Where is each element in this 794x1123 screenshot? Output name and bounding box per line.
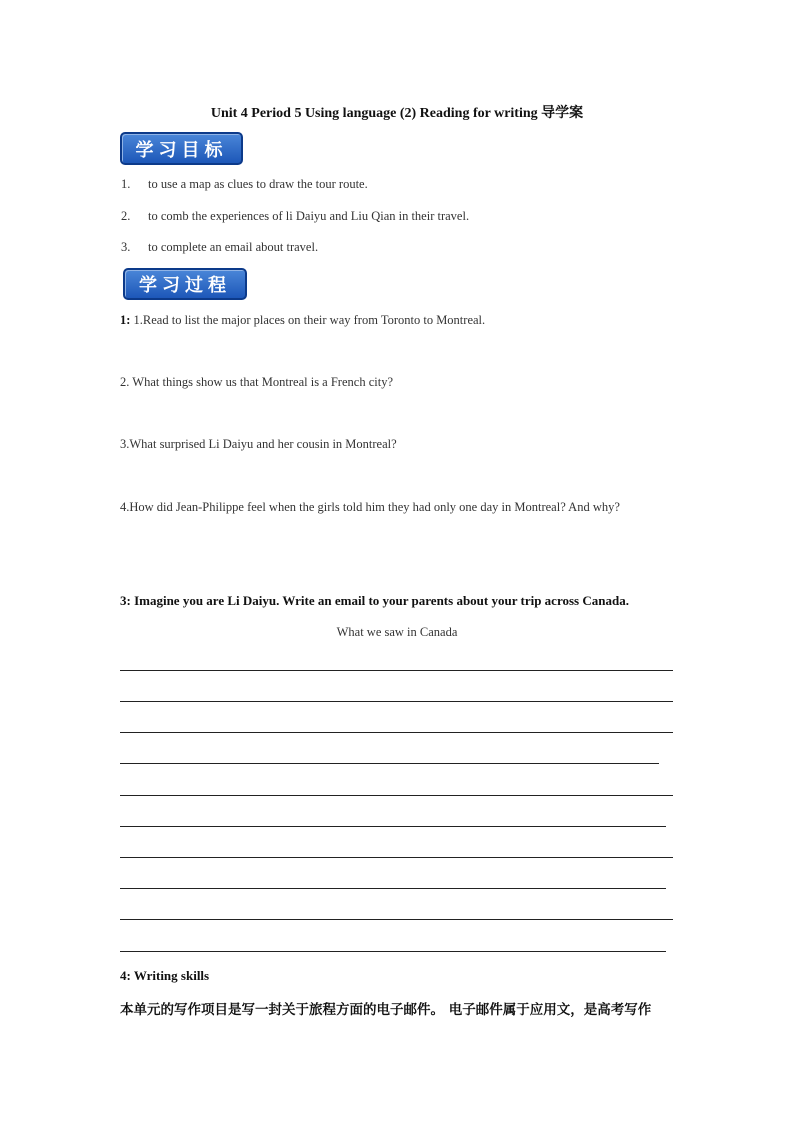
question-1 xyxy=(120,313,485,328)
objective-number: 3. xyxy=(121,240,131,254)
page-title: Unit 4 Period 5 Using language (2) Reading for writing 导学案 xyxy=(210,106,584,121)
objective-item xyxy=(121,177,681,193)
question-4: 4.How did Jean-Philippe feel when the girls told him they had only one day in Montreal? And why? xyxy=(120,500,620,514)
question-3: 3.What surprised Li Daiyu and her cousin in Montreal? xyxy=(120,437,397,451)
section-3-heading: 3: Imagine you are Li Daiyu. Write an email to your parents about your trip across Canada. xyxy=(120,593,629,608)
section-4-text: 本单元的写作项目是写一封关于旅程方面的电子邮件。 电子邮件属于应用文，是高考写作 xyxy=(120,1002,652,1018)
writing-line xyxy=(120,857,673,858)
objective-number: 1. xyxy=(121,177,131,191)
writing-line xyxy=(120,732,673,733)
email-title: What we saw in Canada xyxy=(336,625,458,639)
objective-text: to complete an email about travel. xyxy=(148,240,319,254)
question-1-label: 1: xyxy=(120,313,131,327)
objective-text: to comb the experiences of li Daiyu and Liu Qian in their travel. xyxy=(148,209,470,223)
writing-line xyxy=(120,888,666,889)
section-4-heading: 4: Writing skills xyxy=(120,968,210,983)
writing-line xyxy=(120,701,673,702)
writing-line xyxy=(120,826,666,827)
writing-line xyxy=(120,763,659,764)
objective-text: to use a map as clues to draw the tour route. xyxy=(148,177,368,191)
writing-line xyxy=(120,951,666,952)
writing-line xyxy=(120,795,673,796)
learning-goals-banner: 学习目标 xyxy=(120,132,243,165)
question-1-text: 1.Read to list the major places on their way from Toronto to Montreal. xyxy=(130,313,486,327)
objective-item xyxy=(121,240,681,256)
question-2: 2. What things show us that Montreal is a French city? xyxy=(120,375,393,389)
objective-item xyxy=(121,209,681,225)
writing-line xyxy=(120,919,673,920)
writing-line xyxy=(120,670,673,671)
learning-process-banner: 学习过程 xyxy=(123,268,247,300)
objective-number: 2. xyxy=(121,209,131,223)
